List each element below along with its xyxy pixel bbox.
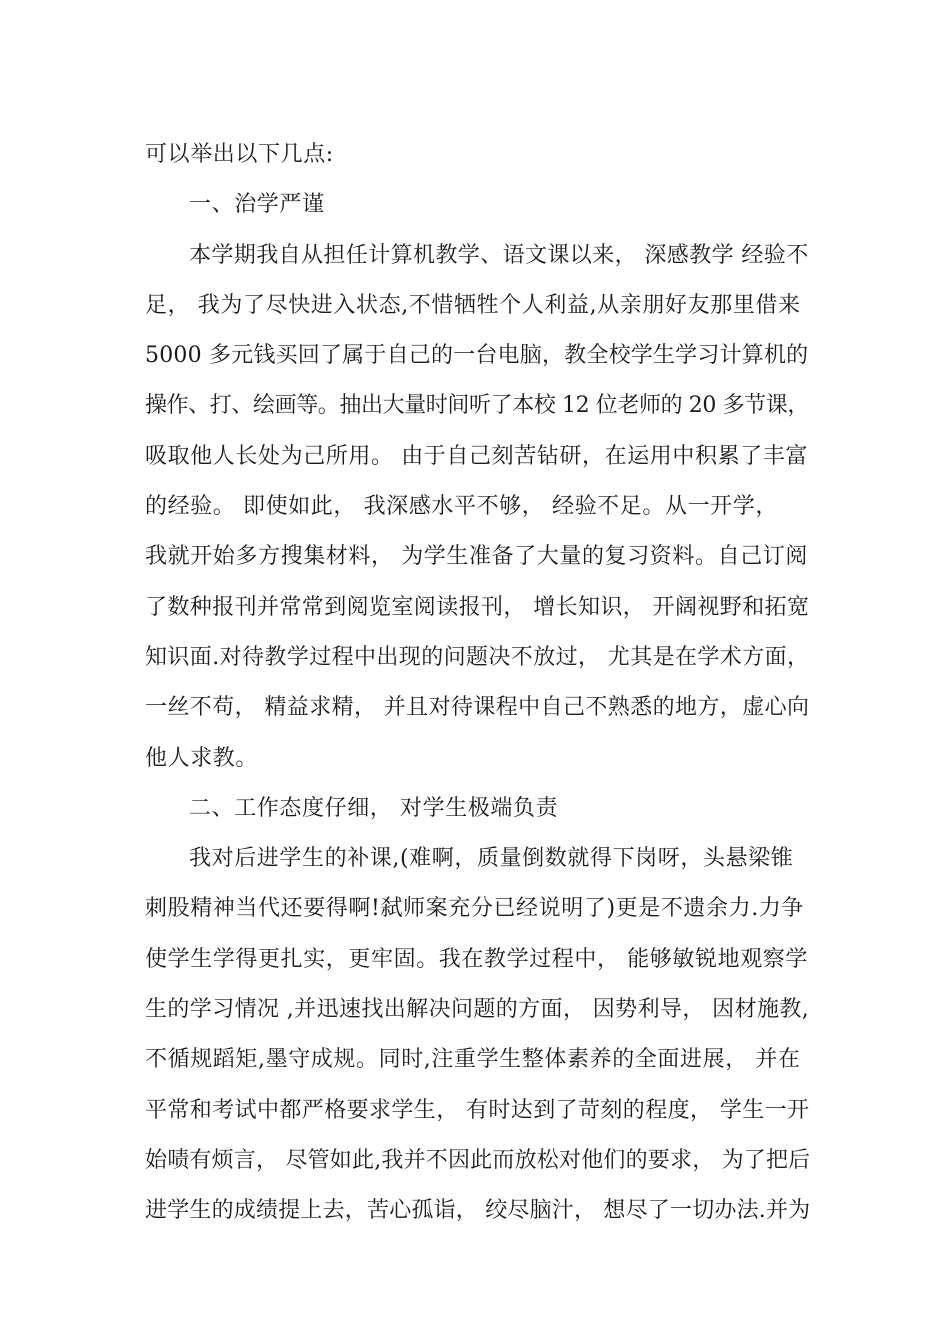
text-line-1: 可以举出以下几点:	[145, 142, 334, 167]
text-line-5: 5000 多元钱买回了属于自己的一台电脑，教全校学生学习计算机的	[145, 343, 809, 369]
text-line-19: 不循规蹈矩,墨守成规。同时,注重学生整体素养的全面进展， 并在	[145, 1047, 801, 1073]
section-heading-2: 二、工作态度仔细， 对学生极端负责	[189, 795, 559, 821]
text-line-15: 我对后进学生的补课,(难啊，质量倒数就得下岗呀，头悬梁锥	[189, 846, 794, 872]
text-line-18: 生的学习情况 ,并迅速找出解决问题的方面， 因势利导， 因材施教,	[145, 997, 810, 1023]
text-line-9: 我就开始多方搜集材料， 为学生准备了大量的复习资料。自己订阅	[145, 544, 808, 570]
text-line-8: 的经验。 即使如此， 我深感水平不够， 经验不足。从一开学，	[145, 494, 778, 520]
text-line-7: 吸取他人长处为己所用。 由于自己刻苦钻研，在运用中积累了丰富	[145, 443, 808, 469]
document-body	[145, 130, 810, 1237]
text-line-12: 一丝不苟， 精益求精， 并且对待课程中自己不熟悉的地方，虚心向	[145, 695, 810, 721]
text-line-13: 他人求教。	[145, 745, 259, 771]
text-line-21: 始啧有烦言， 尽管如此,我并不因此而放松对他们的要求， 为了把后	[145, 1147, 811, 1173]
text-line-4: 足， 我为了尽快进入状态,不惜牺牲个人利益,从亲朋好友那里借来	[145, 292, 801, 318]
text-line-17: 使学生学得更扎实，更牢固。我在教学过程中， 能够敏锐地观察学	[145, 946, 808, 972]
text-line-3: 本学期我自从担任计算机教学、语文课以来， 深感教学 经验不	[189, 242, 809, 268]
text-line-11: 知识面.对待教学过程中出现的问题决不放过， 尤其是在学术方面，	[145, 644, 810, 670]
section-heading-1: 一、治学严谨	[189, 192, 325, 218]
text-line-16: 刺股精神当代还要得啊!弑师案充分已经说明了)更是不遗余力.力争	[145, 896, 805, 922]
text-line-22: 进学生的成绩提上去，苦心孤诣， 绞尽脑汁， 想尽了一切办法.并为	[145, 1198, 811, 1224]
text-line-6: 操作、打、绘画等。抽出大量时间听了本校 12 位老师的 20 多节课，	[145, 393, 809, 419]
text-line-10: 了数种报刊并常常到阅览室阅读报刊， 增长知识， 开阔视野和拓宽	[145, 594, 810, 620]
text-line-20: 平常和考试中都严格要求学生， 有时达到了苛刻的程度， 学生一开	[145, 1097, 810, 1123]
